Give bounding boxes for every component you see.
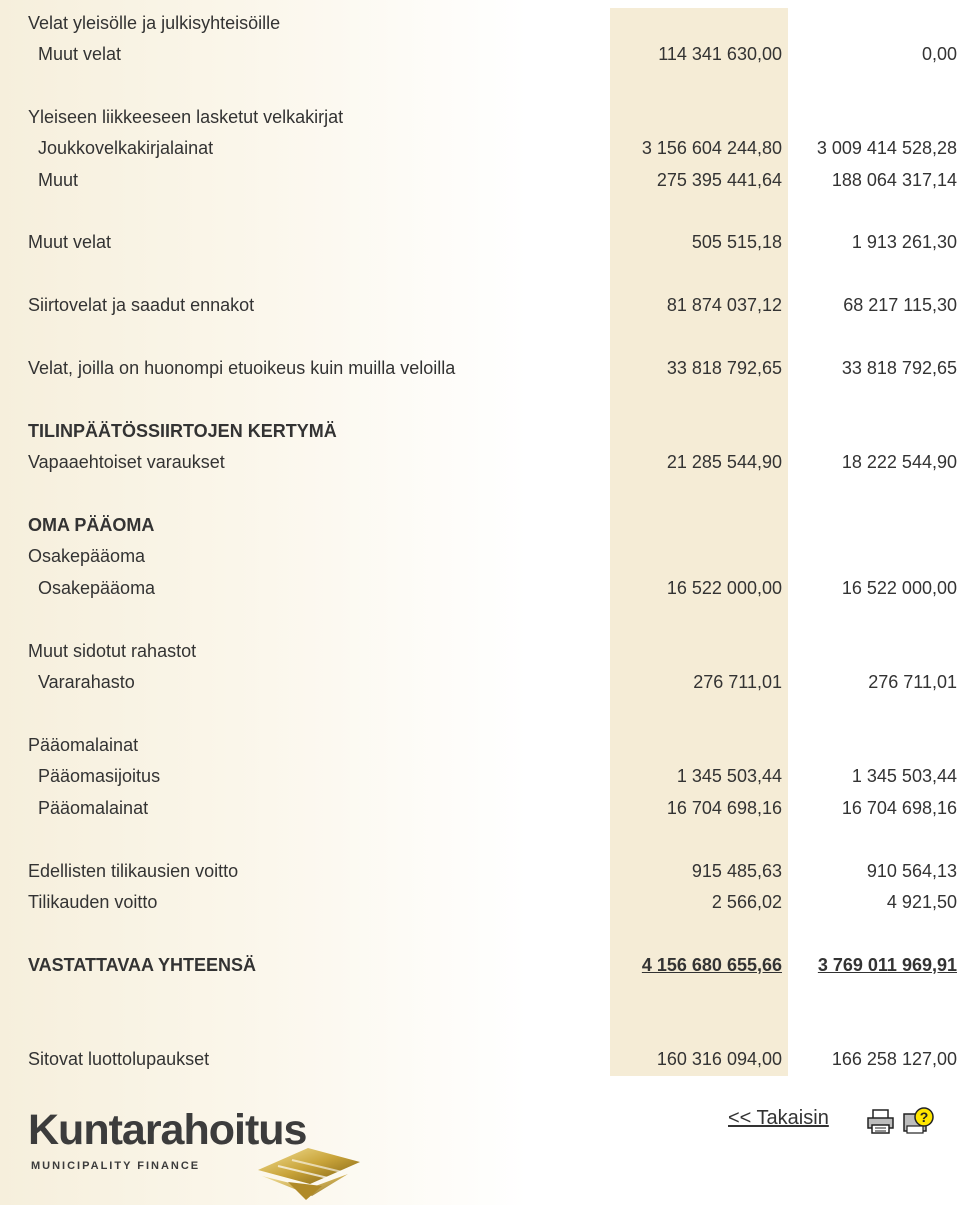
logo-name: Kuntarahoitus: [28, 1106, 307, 1154]
printer-icon[interactable]: [866, 1108, 896, 1136]
current-year-value: 160 316 094,00: [656, 1049, 782, 1069]
row-label: Velat yleisölle ja julkisyhteisöille: [28, 13, 281, 33]
previous-year-value: 3 009 414 528,28: [816, 138, 957, 158]
current-year-value: 275 395 441,64: [656, 170, 782, 190]
table-row: [0, 447, 960, 477]
table-row: [0, 39, 960, 69]
current-year-value: 1 345 503,44: [676, 766, 782, 786]
previous-year-value: 4 921,50: [886, 892, 957, 912]
previous-year-value: 68 217 115,30: [843, 295, 957, 315]
table-row: [0, 950, 960, 980]
current-year-value: 505 515,18: [691, 232, 782, 252]
table-row: [0, 133, 960, 163]
previous-year-value: 16 704 698,16: [841, 798, 957, 818]
table-row: [0, 793, 960, 823]
row-label: Pääomalainat: [28, 735, 139, 755]
current-year-value: 33 818 792,65: [666, 358, 782, 378]
current-year-value: 4 156 680 655,66: [641, 955, 782, 975]
table-row: [0, 636, 960, 666]
row-label: OMA PÄÄOMA: [28, 515, 155, 535]
row-label: Sitovat luottolupaukset: [28, 1049, 210, 1069]
table-row: [0, 227, 960, 257]
row-label: Muut: [38, 170, 79, 190]
table-row: [0, 730, 960, 760]
previous-year-value: 3 769 011 969,91: [817, 955, 957, 975]
company-logo: [28, 1102, 358, 1202]
row-label: Pääomasijoitus: [38, 766, 161, 786]
row-label: Yleiseen liikkeeseen lasketut velkakirjat: [28, 107, 344, 127]
row-label: Pääomalainat: [38, 798, 149, 818]
previous-year-value: 0,00: [921, 44, 957, 64]
help-icon[interactable]: [902, 1106, 934, 1136]
row-label: Velat, joilla on huonompi etuoikeus kuin muilla veloilla: [28, 358, 456, 378]
table-row: [0, 856, 960, 886]
row-label: TILINPÄÄTÖSSIIRTOJEN KERTYMÄ: [28, 421, 337, 441]
row-label: Muut velat: [38, 44, 122, 64]
previous-year-value: 1 345 503,44: [851, 766, 957, 786]
current-year-value: 16 704 698,16: [666, 798, 782, 818]
table-row: [0, 510, 960, 540]
table-row: [0, 667, 960, 697]
back-link[interactable]: << Takaisin: [728, 1107, 829, 1129]
row-label: Vapaaehtoiset varaukset: [28, 452, 225, 472]
table-row: [0, 1044, 960, 1074]
row-label: Vararahasto: [38, 672, 135, 692]
current-year-value: 276 711,01: [693, 672, 782, 692]
row-label: Muut velat: [28, 232, 112, 252]
table-row: [0, 887, 960, 917]
table-row: [0, 8, 960, 38]
previous-year-value: 1 913 261,30: [851, 232, 957, 252]
table-row: [0, 353, 960, 383]
row-label: Osakepääoma: [38, 578, 156, 598]
current-year-value: 21 285 544,90: [666, 452, 782, 472]
current-year-value: 2 566,02: [711, 892, 782, 912]
current-year-value: 3 156 604 244,80: [641, 138, 782, 158]
row-label: Joukkovelkakirjalainat: [38, 138, 214, 158]
table-row: [0, 573, 960, 603]
row-label: Muut sidotut rahastot: [28, 641, 197, 661]
previous-year-value: 276 711,01: [868, 672, 957, 692]
table-row: [0, 165, 960, 195]
table-row: [0, 416, 960, 446]
table-row: [0, 102, 960, 132]
svg-text:?: ?: [919, 1109, 929, 1125]
previous-year-value: 16 522 000,00: [841, 578, 957, 598]
footer: [0, 1090, 960, 1205]
previous-year-value: 166 258 127,00: [831, 1049, 957, 1069]
current-year-value: 16 522 000,00: [666, 578, 782, 598]
previous-year-value: 910 564,13: [866, 861, 957, 881]
logo-mark-icon: [248, 1140, 363, 1202]
table-row: [0, 761, 960, 791]
table-row: [0, 541, 960, 571]
previous-year-value: 18 222 544,90: [841, 452, 957, 472]
current-year-value: 81 874 037,12: [666, 295, 782, 315]
row-label: Siirtovelat ja saadut ennakot: [28, 295, 255, 315]
previous-year-value: 188 064 317,14: [831, 170, 957, 190]
table-row: [0, 290, 960, 320]
current-year-value: 915 485,63: [691, 861, 782, 881]
row-label: Tilikauden voitto: [28, 892, 158, 912]
previous-year-value: 33 818 792,65: [841, 358, 957, 378]
row-label: Osakepääoma: [28, 546, 146, 566]
logo-subtitle: MUNICIPALITY FINANCE: [31, 1160, 201, 1172]
row-label: Edellisten tilikausien voitto: [28, 861, 239, 881]
row-label: VASTATTAVAA YHTEENSÄ: [28, 955, 257, 975]
current-year-value: 114 341 630,00: [658, 44, 782, 64]
